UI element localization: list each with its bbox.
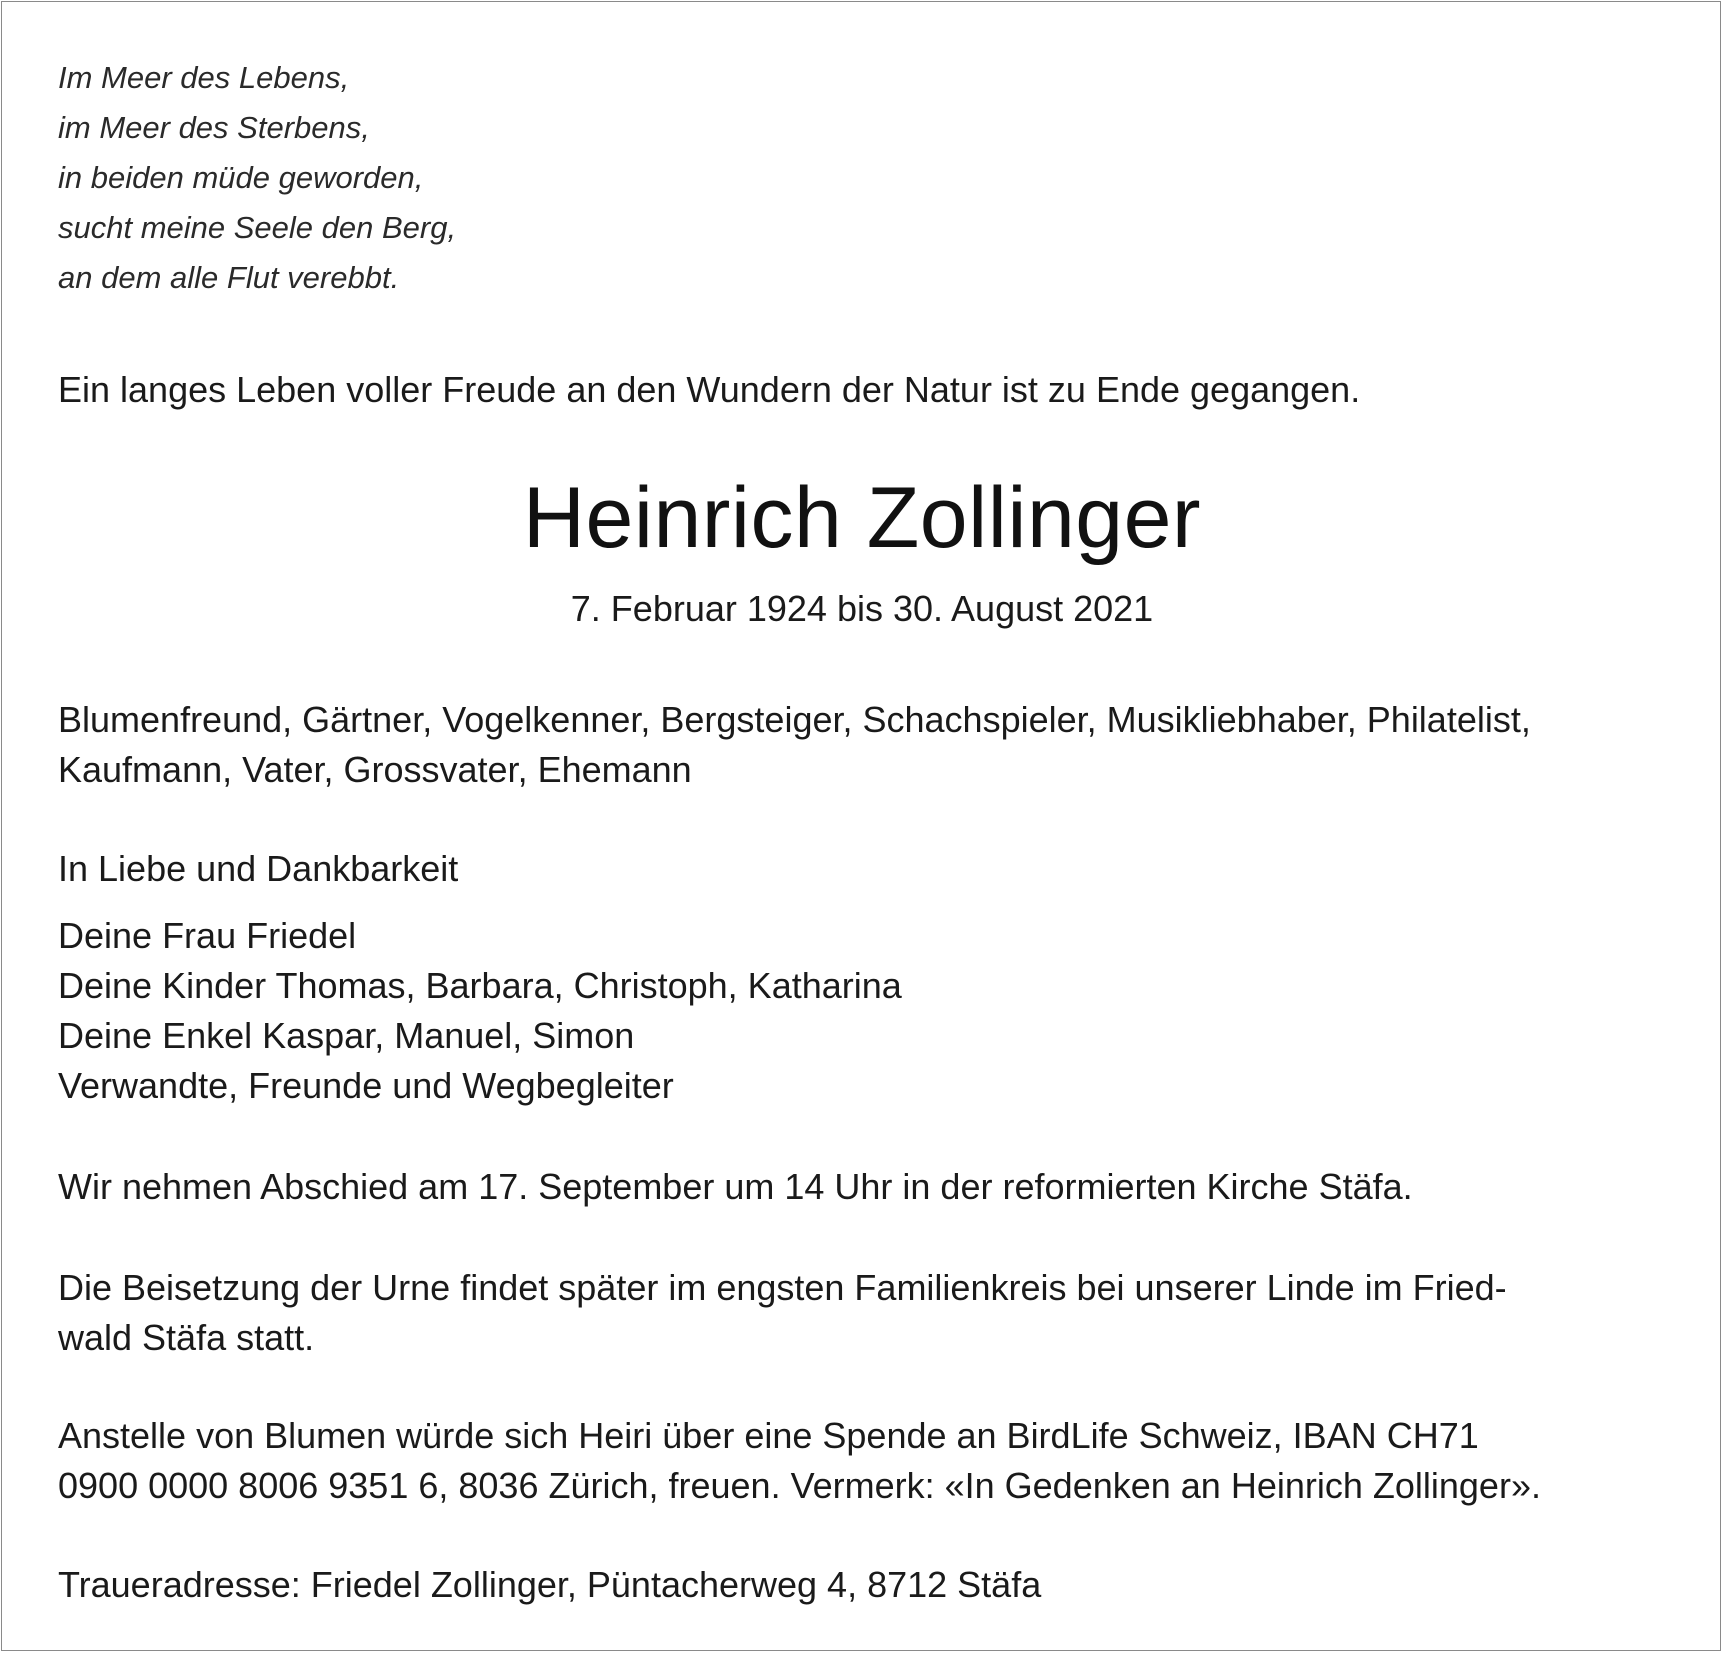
mourner-line: Deine Frau Friedel bbox=[58, 915, 357, 956]
intro-text: Ein langes Leben voller Freude an den Wundern der Natur ist zu Ende gegangen. bbox=[58, 369, 1361, 410]
mourner-line: Verwandte, Freunde und Wegbegleiter bbox=[58, 1065, 674, 1106]
donation-line: Anstelle von Blumen würde sich Heiri über eine Spende an BirdLife Schweiz, IBAN CH71 bbox=[58, 1415, 1479, 1456]
mourners-list bbox=[58, 911, 902, 1111]
poem bbox=[58, 53, 456, 303]
poem-line: an dem alle Flut verebbt. bbox=[58, 260, 400, 295]
donation-line: 0900 0000 8006 9351 6, 8036 Zürich, freuen. Vermerk: «In Gedenken an Heinrich Zollinger». bbox=[58, 1465, 1541, 1506]
burial-line: wald Stäfa statt. bbox=[58, 1317, 315, 1358]
life-dates: 7. Februar 1924 bis 30. August 2021 bbox=[570, 588, 1154, 629]
mourner-line: Deine Kinder Thomas, Barbara, Christoph, Katharina bbox=[58, 965, 902, 1006]
poem-line: sucht meine Seele den Berg, bbox=[58, 210, 457, 245]
burial-text bbox=[58, 1263, 1507, 1363]
poem-line: Im Meer des Lebens, bbox=[58, 60, 350, 95]
deceased-name: Heinrich Zollinger bbox=[522, 470, 1202, 566]
roles-line: Kaufmann, Vater, Grossvater, Ehemann bbox=[58, 749, 692, 790]
burial-line: Die Beisetzung der Urne findet später im engsten Familienkreis bei unserer Linde im Fried- bbox=[58, 1267, 1507, 1308]
farewell-text: Wir nehmen Abschied am 17. September um 14 Uhr in der reformierten Kirche Stäfa. bbox=[58, 1166, 1413, 1207]
roles-line: Blumenfreund, Gärtner, Vogelkenner, Bergsteiger, Schachspieler, Musikliebhaber, Philatelist, bbox=[58, 699, 1531, 740]
poem-line: in beiden müde geworden, bbox=[58, 160, 424, 195]
mourner-line: Deine Enkel Kaspar, Manuel, Simon bbox=[58, 1015, 635, 1056]
roles-text bbox=[58, 695, 1531, 795]
mourning-address: Traueradresse: Friedel Zollinger, Püntacherweg 4, 8712 Stäfa bbox=[58, 1564, 1042, 1605]
poem-line: im Meer des Sterbens, bbox=[58, 110, 370, 145]
closing-text: In Liebe und Dankbarkeit bbox=[58, 848, 459, 889]
donation-text bbox=[58, 1411, 1541, 1511]
